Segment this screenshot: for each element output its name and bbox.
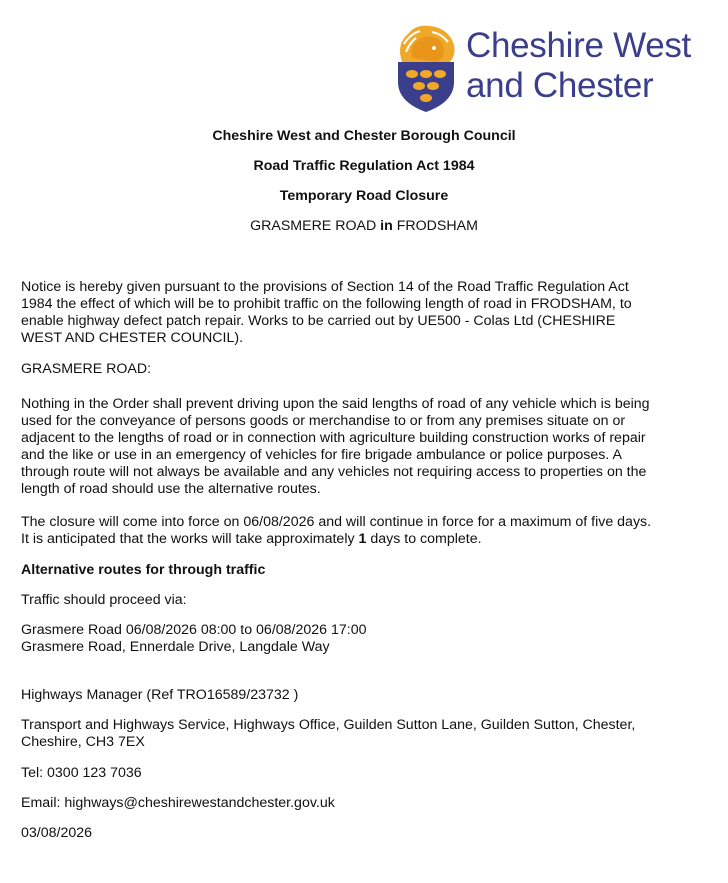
notice-line: 1984 the effect of which will be to prohibit traffic on the following length of road in FRODSHAM, to (21, 296, 632, 312)
closure-line (21, 531, 711, 548)
logo-line-1: Cheshire West (466, 26, 691, 65)
exemption-line: and the like or use in an emergency of vehicles for fire brigade ambulance or police purposes. A (21, 447, 622, 463)
telephone: Tel: 0300 123 7036 (21, 765, 142, 781)
closure-type-heading: Temporary Road Closure (279, 188, 449, 204)
closure-days: 1 (358, 531, 367, 547)
exemption-paragraph (21, 396, 711, 498)
highways-manager: Highways Manager (Ref TRO16589/23732 ) (21, 687, 299, 703)
council-logo (392, 22, 708, 114)
alternative-routes-heading: Alternative routes for through traffic (21, 562, 266, 578)
road-heading: GRASMERE ROAD: (21, 361, 152, 377)
road-location-heading (0, 218, 728, 235)
notice-line: enable highway defect patch repair. Works to be carried out by UE500 - Colas Ltd (CHESHIRE (21, 313, 616, 329)
exemption-line: through route will not always be available and any vehicles not requiring access to properties on the (21, 464, 647, 480)
notice-line: Notice is hereby given pursuant to the provisions of Section 14 of the Road Traffic Regulation Act (21, 279, 629, 295)
closure-paragraph (21, 514, 711, 548)
logo-line-2: and Chester (466, 66, 654, 105)
logo-text (466, 26, 691, 106)
email: Email: highways@cheshirewestandchester.gov.uk (21, 795, 335, 811)
closure-line: The closure will come into force on 06/08/2026 and will continue in force for a maximum of five days. (21, 514, 652, 530)
notice-line: WEST AND CHESTER COUNCIL). (21, 330, 244, 346)
notice-paragraph (21, 279, 711, 347)
council-heading: Cheshire West and Chester Borough Council (212, 128, 516, 144)
exemption-line: used for the conveyance of persons goods or merchandise to or from any premises situate on or (21, 413, 626, 429)
address-line: Transport and Highways Service, Highways Office, Guilden Sutton Lane, Guilden Sutton, Chester, (21, 717, 636, 733)
proceed-text: Traffic should proceed via: (21, 592, 187, 608)
exemption-line: adjacent to the lengths of road or in connection with agriculture building construction works of repair (21, 430, 646, 446)
route-line: Grasmere Road 06/08/2026 08:00 to 06/08/2026 17:00 (21, 622, 367, 638)
town-name: FRODSHAM (396, 218, 478, 234)
lion-crest-icon (392, 22, 464, 114)
closure-line-pre: It is anticipated that the works will take approximately (21, 531, 359, 547)
route-line: Grasmere Road, Ennerdale Drive, Langdale Way (21, 639, 330, 655)
road-name: GRASMERE ROAD (250, 218, 377, 234)
address-block (21, 717, 711, 751)
exemption-line: length of road should use the alternative routes. (21, 481, 321, 497)
act-heading: Road Traffic Regulation Act 1984 (253, 158, 475, 174)
closure-line-post: days to complete. (366, 531, 482, 547)
route-block (21, 622, 711, 656)
in-word: in (380, 218, 393, 234)
address-line: Cheshire, CH3 7EX (21, 734, 145, 750)
notice-date: 03/08/2026 (21, 825, 93, 841)
exemption-line: Nothing in the Order shall prevent driving upon the said lengths of road of any vehicle which is being (21, 396, 650, 412)
